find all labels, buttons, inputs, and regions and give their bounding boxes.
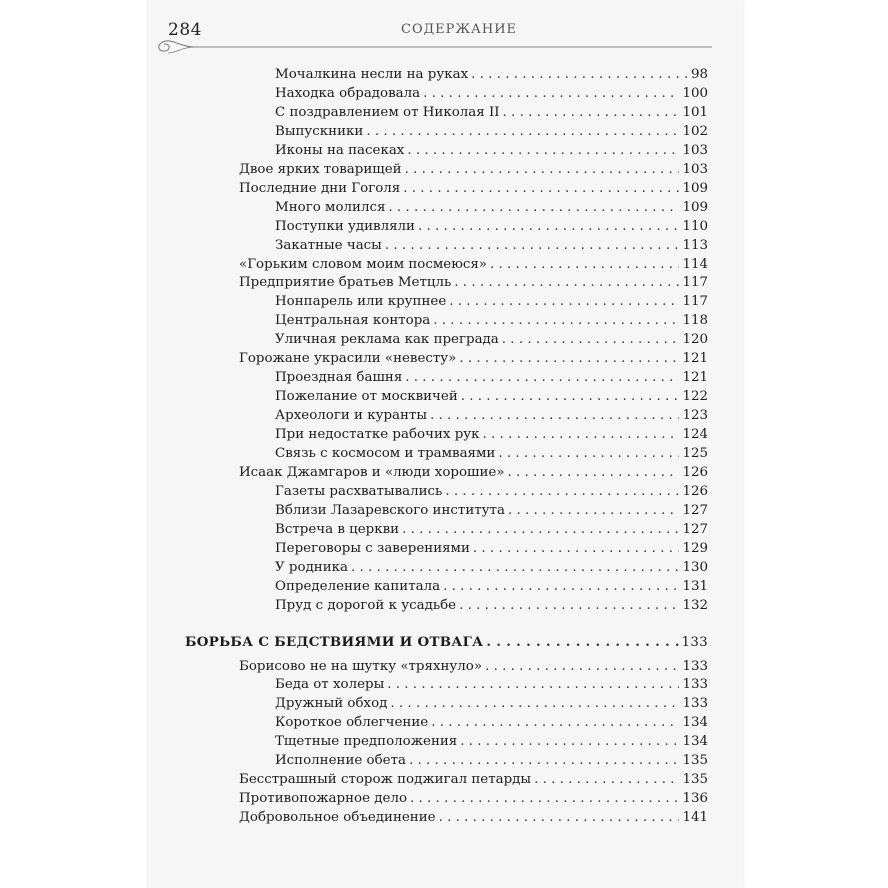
toc-entry-title: БОРЬБА С БЕДСТВИЯМИ И ОТВАГА [185,633,484,650]
toc-dot-leader [407,141,679,160]
toc-dot-leader [454,273,679,292]
toc-entry [239,160,708,179]
toc-dot-leader [366,122,679,141]
toc-entry-page: 127 [682,521,708,537]
toc-dot-leader [534,770,679,789]
toc-entry [275,236,708,255]
toc-entry-title: Связь с космосом и трамваями [275,446,496,461]
toc-entry-page: 121 [682,370,708,386]
toc-dot-leader [508,463,680,482]
toc-entry-title: Противопожарное дело [239,791,408,807]
toc-entry-page: 131 [682,578,708,594]
toc-entry [239,463,708,482]
toc-dot-leader [498,444,679,463]
toc-dot-leader [410,789,679,808]
toc-entry [275,406,708,425]
toc-entry-page: 122 [682,389,708,405]
toc-entry [275,198,708,217]
toc-entry-page: 127 [682,502,708,518]
toc-entry-page: 130 [682,559,708,575]
toc-entry [275,330,708,349]
toc-entry-title: Закатные часы [275,237,382,253]
toc-entry [275,141,708,160]
toc-entry-page: 114 [682,256,708,272]
toc-dot-leader [490,255,679,274]
toc-entry-page: 102 [682,123,708,139]
toc-entry [275,65,708,84]
toc-entry-page: 98 [690,67,708,82]
toc-dot-leader [461,387,680,406]
toc-entry-title: Беда от холеры [275,677,385,693]
toc-entry-title: При недостатке рабочих рук [275,427,480,443]
toc-entry-page: 133 [681,634,708,650]
toc-entry [275,596,708,615]
toc-entry-page: 135 [682,772,708,788]
toc-entry-page: 117 [682,275,708,291]
toc-entry-title: Археологи и куранты [275,408,427,424]
toc-entry [275,713,708,732]
toc-entry-title: Мочалкина несли на руках [275,67,469,82]
toc-entry [275,425,708,444]
toc-entry [275,122,708,141]
toc-dot-leader [405,160,680,179]
toc-entry [275,311,708,330]
toc-entry-page: 133 [682,677,708,693]
toc-dot-leader [439,808,680,827]
toc-entry-title: Дружный обход [275,696,388,712]
toc-dot-leader [387,675,679,694]
toc-dot-leader [390,694,679,713]
toc-dot-leader [431,713,679,732]
toc-dot-leader [405,368,679,387]
toc-entry [275,751,708,770]
toc-entry-page: 126 [682,464,708,480]
toc-entry [275,84,708,103]
toc-dot-leader [471,65,688,84]
toc-dot-leader [402,520,679,539]
toc-entry-title: «Горьким словом моим посмеюся» [239,256,487,272]
toc-dot-leader [459,596,679,615]
toc-entry-title: Много молился [275,199,386,215]
toc-dot-leader [385,236,680,255]
toc-dot-leader [423,84,679,103]
toc-entry [275,444,708,463]
toc-entry [275,501,708,520]
toc-entry-page: 134 [682,734,708,750]
toc-entry [239,273,708,292]
toc-entry [239,789,708,808]
toc-dot-leader [503,103,680,122]
toc-dot-leader [473,539,680,558]
toc-entry-title: Пожелание от москвичей [275,389,458,405]
toc-dot-leader [409,751,679,770]
toc-entry [239,349,708,368]
toc-entry-page: 117 [682,294,708,310]
toc-entry [275,558,708,577]
toc-entry-title: У родника [275,559,349,575]
toc-entry-page: 133 [682,658,708,674]
toc-entry-title: С поздравлением от Николая II [275,104,500,120]
toc-entry-page: 134 [682,715,708,731]
toc-entry-page: 109 [682,180,708,196]
toc-dot-leader [502,330,680,349]
toc-dot-leader [388,198,679,217]
toc-entry-title: Проездная башня [275,370,403,386]
toc-dot-leader [403,179,679,198]
toc-entry-page: 123 [682,408,708,424]
toc-dot-leader [483,425,680,444]
toc-entry-title: Центральная контора [275,313,431,329]
toc-entry [275,292,708,311]
toc-dot-leader [443,577,679,596]
toc-entry-title: Предприятие братьев Метцль [239,275,452,291]
toc-entry-page: 129 [682,540,708,556]
toc-entry-page: 110 [682,218,708,234]
toc-entry [275,387,708,406]
toc-entry-page: 103 [682,161,708,177]
toc-entry-title: Короткое облегчение [275,715,429,731]
toc-entry-page: 120 [682,332,708,348]
toc-entry-title: Выпускники [275,123,364,139]
toc-section-heading [185,633,708,652]
toc-entry-title: Уличная реклама как преграда [275,332,499,348]
toc-dot-leader [460,732,679,751]
header-rule-ornament [152,34,714,56]
toc-entry-page: 118 [682,313,708,329]
toc-entry-title: Нонпарель или крупнее [275,294,447,310]
toc-entry [275,103,708,122]
toc-entry [275,520,708,539]
toc-entry [275,675,708,694]
toc-dot-leader [486,633,678,652]
toc-entry-title: Вблизи Лазаревского института [275,502,505,518]
toc-entry-page: 100 [682,85,708,101]
toc-entry-page: 136 [682,791,708,807]
toc-entry [275,694,708,713]
page-number: 284 [168,20,202,40]
running-head: СОДЕРЖАНИЕ [401,22,518,37]
toc-entry [275,539,708,558]
toc-entry-title: Борисово не на шутку «тряхнуло» [239,658,483,674]
toc-entry-title: Иконы на пасеках [275,142,405,158]
toc-entry-title: Последние дни Гоголя [239,180,401,196]
toc-entry-page: 126 [682,483,708,499]
toc-entry [275,577,708,596]
toc-entry-title: Находка обрадовала [275,85,421,101]
toc-entry [275,217,708,236]
toc-entry-title: Двое ярких товарищей [239,161,402,177]
toc-entry [275,732,708,751]
toc-dot-leader [508,501,680,520]
toc-entry-page: 101 [682,104,708,120]
toc-entry-title: Бесстрашный сторож поджигал петарды [239,772,532,788]
toc-dot-leader [485,657,679,676]
toc-entry-title: Газеты расхватывались [275,483,443,499]
toc-entry-title: Горожане украсили «невесту» [239,351,457,367]
toc-entry-title: Тщетные предположения [275,734,458,750]
toc-entry-title: Определение капитала [275,578,441,594]
toc-dot-leader [445,482,679,501]
toc-entry-page: 141 [682,810,708,826]
toc-entry-page: 132 [682,597,708,613]
toc-dot-leader [433,311,679,330]
toc-entry-title: Исаак Джамгаров и «люди хорошие» [239,464,505,480]
toc-entry-page: 124 [682,427,708,443]
toc-entry-page: 133 [682,696,708,712]
toc-entry-page: 135 [682,753,708,769]
toc-entry-page: 125 [682,446,708,461]
toc-dot-leader [351,558,679,577]
toc-dot-leader [430,406,679,425]
toc-entry [239,255,708,274]
toc-dot-leader [418,217,679,236]
toc-entry [239,657,708,676]
toc-entry-page: 113 [682,237,708,253]
toc-dot-leader [449,292,679,311]
toc-entry-title: Добровольное объединение [239,810,436,826]
toc-entry-title: Переговоры с заверениями [275,540,470,556]
toc-entry-page: 109 [682,199,708,215]
toc-entry-title: Пруд с дорогой к усадьбе [275,597,457,613]
toc-entry-title: Поступки удивляли [275,218,415,234]
toc-entry [275,482,708,501]
toc-entry-title: Исполнение обета [275,753,406,769]
toc-entry [239,808,708,827]
toc-entry-page: 103 [682,142,708,158]
toc-entry [275,368,708,387]
toc-entry-page: 121 [682,351,708,367]
toc-entry [239,770,708,789]
book-page [148,0,743,888]
toc-entry-title: Встреча в церкви [275,521,400,537]
toc-entry [239,179,708,198]
toc-dot-leader [459,349,679,368]
